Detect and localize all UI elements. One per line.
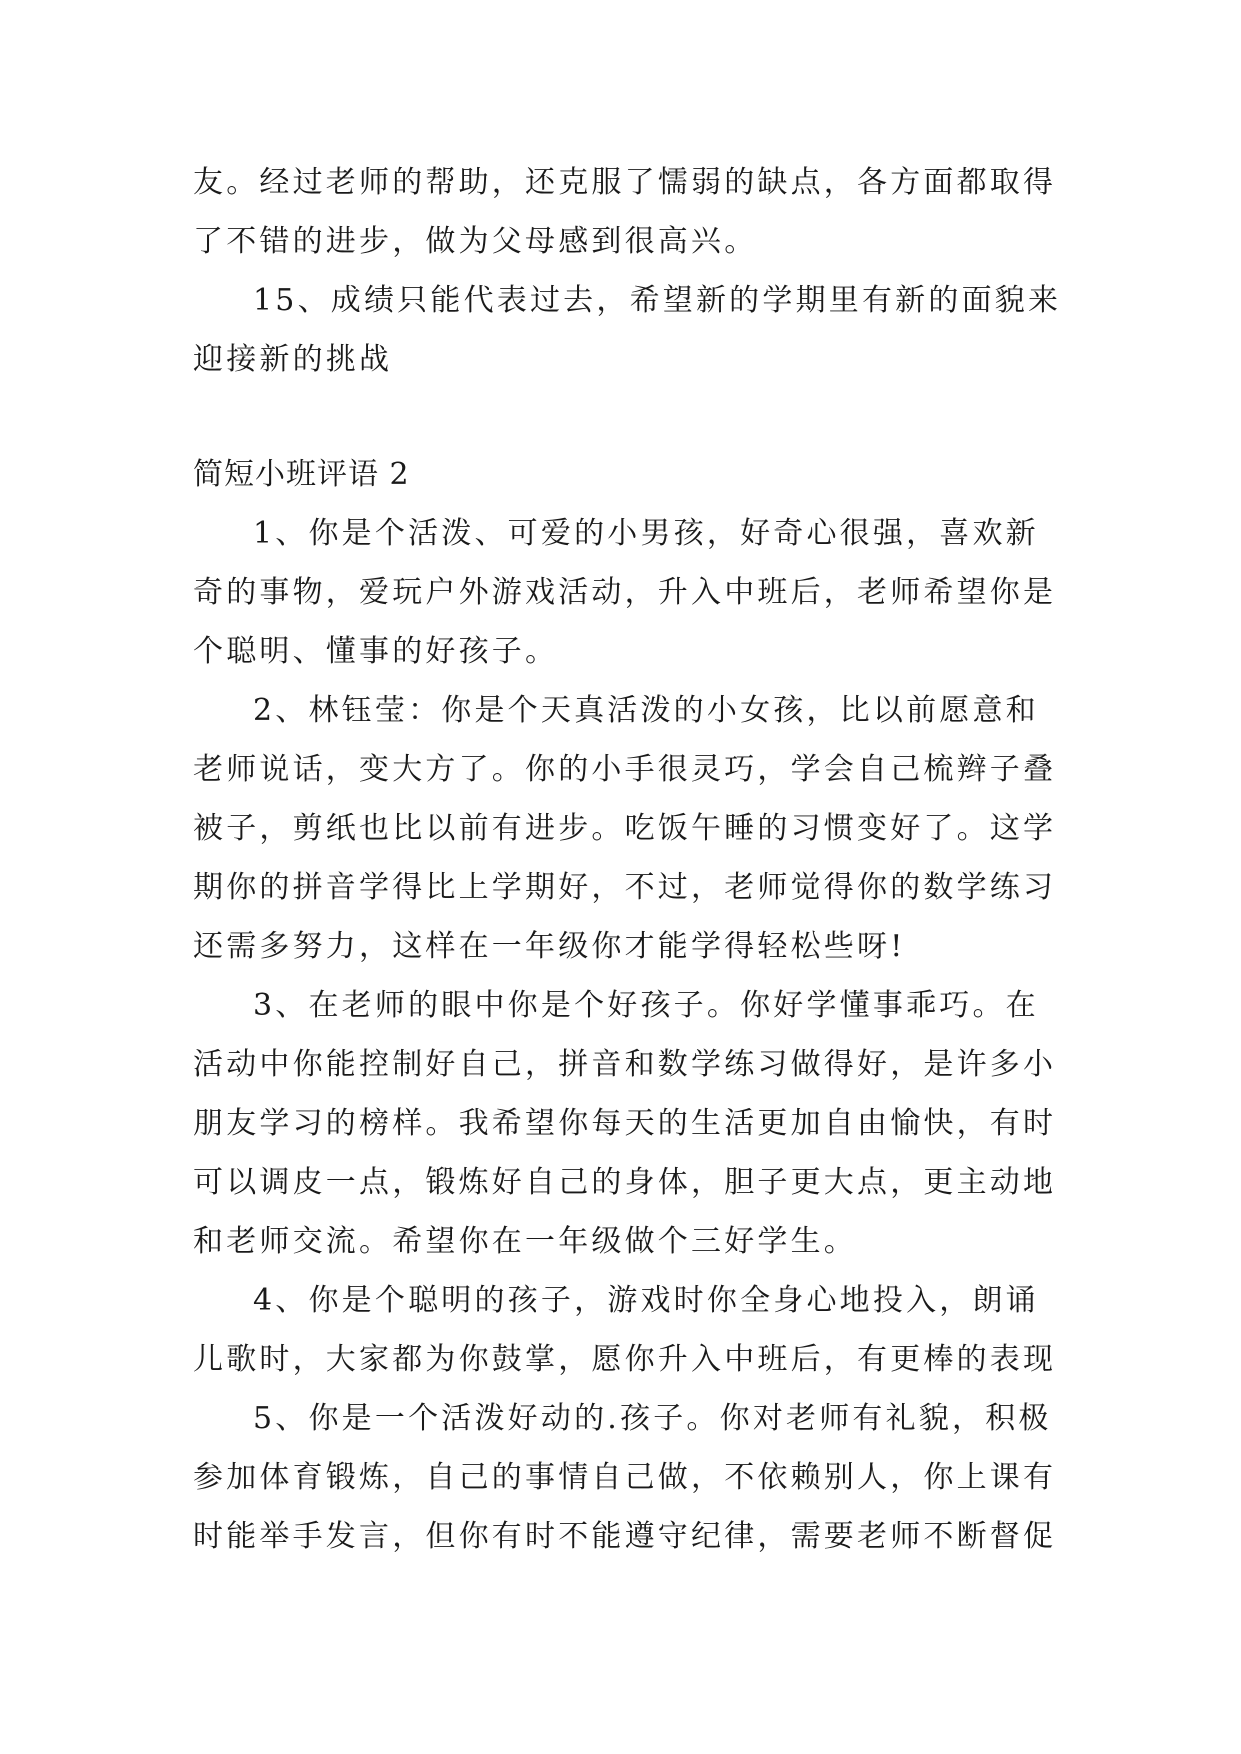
text-line: 个聪明、懂事的好孩子。 [193, 634, 559, 669]
paragraph-15-start: 15、成绩只能代表过去，希望新的学期里有新的面貌来 [253, 283, 1062, 318]
text-line: 迎接新的挑战 [193, 342, 393, 377]
text-line: 儿歌时，大家都为你鼓掌，愿你升入中班后，有更棒的表现 [193, 1342, 1057, 1377]
paragraph-1-start: 1、你是个活泼、可爱的小男孩，好奇心很强，喜欢新 [253, 516, 1039, 551]
text-line: 和老师交流。希望你在一年级做个三好学生。 [193, 1224, 857, 1259]
text-line: 被子，剪纸也比以前有进步。吃饭午睡的习惯变好了。这学 [193, 811, 1057, 846]
text-line: 活动中你能控制好自己，拼音和数学练习做得好，是许多小 [193, 1047, 1057, 1082]
paragraph-2-start: 2、林钰莹：你是个天真活泼的小女孩，比以前愿意和 [253, 693, 1039, 728]
text-line: 老师说话，变大方了。你的小手很灵巧，学会自己梳辫子叠 [193, 752, 1057, 787]
text-line: 奇的事物，爱玩户外游戏活动，升入中班后，老师希望你是 [193, 575, 1057, 610]
section-heading: 简短小班评语 2 [193, 457, 410, 492]
paragraph-3-start: 3、在老师的眼中你是个好孩子。你好学懂事乖巧。在 [253, 988, 1039, 1023]
paragraph-4-start: 4、你是个聪明的孩子，游戏时你全身心地投入，朗诵 [253, 1283, 1039, 1318]
text-line: 朋友学习的榜样。我希望你每天的生活更加自由愉快，有时 [193, 1106, 1057, 1141]
paragraph-5-start: 5、你是一个活泼好动的.孩子。你对老师有礼貌，积极 [253, 1401, 1052, 1436]
text-line: 可以调皮一点，锻炼好自己的身体，胆子更大点，更主动地 [193, 1165, 1057, 1200]
text-line: 参加体育锻炼，自己的事情自己做，不依赖别人，你上课有 [193, 1460, 1057, 1495]
text-line: 友。经过老师的帮助，还克服了懦弱的缺点，各方面都取得 [193, 165, 1057, 200]
text-line: 时能举手发言，但你有时不能遵守纪律，需要老师不断督促 [193, 1519, 1057, 1554]
text-line: 了不错的进步，做为父母感到很高兴。 [193, 224, 758, 259]
text-line: 期你的拼音学得比上学期好，不过，老师觉得你的数学练习 [193, 870, 1057, 905]
text-line: 还需多努力，这样在一年级你才能学得轻松些呀! [193, 929, 906, 964]
